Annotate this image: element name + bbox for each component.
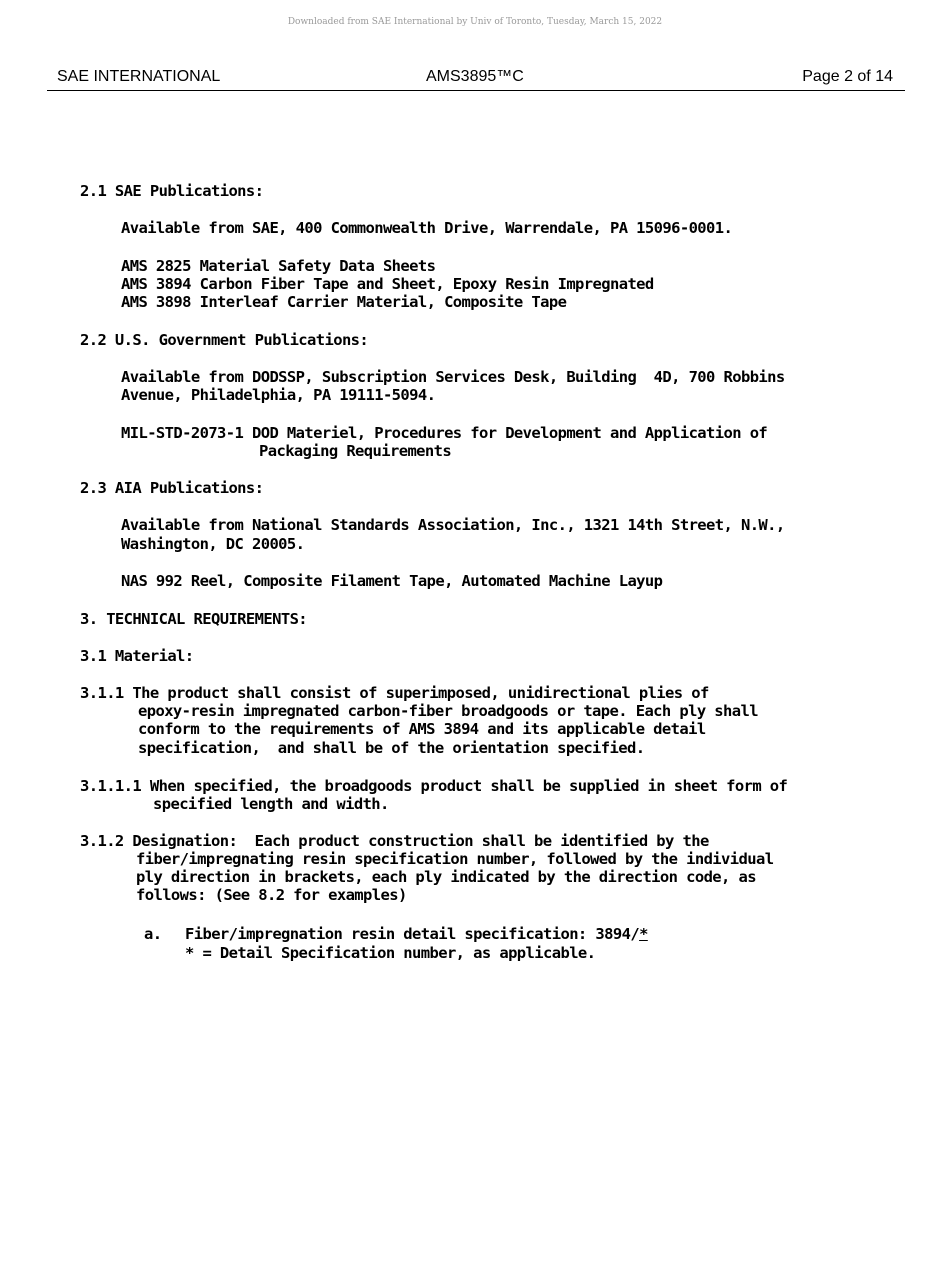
header-org: SAE INTERNATIONAL: [57, 68, 221, 85]
availability-dodssp-line-2: Avenue, Philadelphia, PA 19111-5094.: [121, 386, 436, 404]
reference-ams-3894: AMS 3894 Carbon Fiber Tape and Sheet, Epoxy Resin Impregnated: [121, 275, 654, 293]
availability-nsa-line-1: Available from National Standards Association, Inc., 1321 14th Street, N.W.,: [121, 516, 785, 534]
page-header: [47, 66, 905, 91]
paragraph-3-1-1-1-line-2: specified length and width.: [153, 795, 389, 813]
section-heading-2-3: 2.3 AIA Publications:: [80, 479, 264, 497]
header-page-number: Page 2 of 14: [802, 68, 893, 85]
reference-mil-std-line-2: Packaging Requirements: [259, 442, 452, 460]
list-item-a-label: a.: [144, 925, 162, 943]
list-item-a-note: * = Detail Specification number, as applicable.: [185, 944, 596, 962]
paragraph-3-1-1-1-line-1: 3.1.1.1 When specified, the broadgoods product shall be supplied in sheet form of: [80, 777, 788, 795]
section-heading-3-1: 3.1 Material:: [80, 647, 194, 665]
paragraph-3-1-2-line-1: 3.1.2 Designation: Each product construction shall be identified by the: [80, 832, 709, 850]
paragraph-3-1-1-line-2: epoxy-resin impregnated carbon-fiber broadgoods or tape. Each ply shall: [138, 702, 758, 720]
reference-nas-992: NAS 992 Reel, Composite Filament Tape, Automated Machine Layup: [121, 572, 663, 590]
list-item-a-text: Fiber/impregnation resin detail specification: 3894/: [185, 925, 640, 943]
section-heading-3: 3. TECHNICAL REQUIREMENTS:: [80, 610, 308, 628]
section-heading-2-1: 2.1 SAE Publications:: [80, 182, 264, 200]
availability-nsa-line-2: Washington, DC 20005.: [121, 535, 305, 553]
paragraph-3-1-1-line-4: specification, and shall be of the orientation specified.: [138, 739, 645, 757]
list-item-a-star: *: [639, 925, 648, 943]
availability-sae: Available from SAE, 400 Commonwealth Drive, Warrendale, PA 15096-0001.: [121, 219, 733, 237]
paragraph-3-1-1-line-1: 3.1.1 The product shall consist of superimposed, unidirectional plies of: [80, 684, 709, 702]
paragraph-3-1-2-line-2: fiber/impregnating resin specification number, followed by the individual: [136, 850, 774, 868]
reference-ams-3898: AMS 3898 Interleaf Carrier Material, Composite Tape: [121, 293, 567, 311]
section-heading-2-2: 2.2 U.S. Government Publications:: [80, 331, 369, 349]
paragraph-3-1-2-line-4: follows: (See 8.2 for examples): [136, 886, 407, 904]
download-watermark: Downloaded from SAE International by Univ of Toronto, Tuesday, March 15, 2022: [287, 17, 663, 27]
reference-ams-2825: AMS 2825 Material Safety Data Sheets: [121, 257, 436, 275]
paragraph-3-1-1-line-3: conform to the requirements of AMS 3894 and its applicable detail: [138, 720, 706, 738]
header-doc-id: AMS3895™C: [426, 68, 524, 85]
list-item-a: [185, 925, 648, 943]
paragraph-3-1-2-line-3: ply direction in brackets, each ply indicated by the direction code, as: [136, 868, 756, 886]
reference-mil-std-line-1: MIL-STD-2073-1 DOD Materiel, Procedures for Development and Application of: [121, 424, 768, 442]
availability-dodssp-line-1: Available from DODSSP, Subscription Services Desk, Building 4D, 700 Robbins: [121, 368, 785, 386]
